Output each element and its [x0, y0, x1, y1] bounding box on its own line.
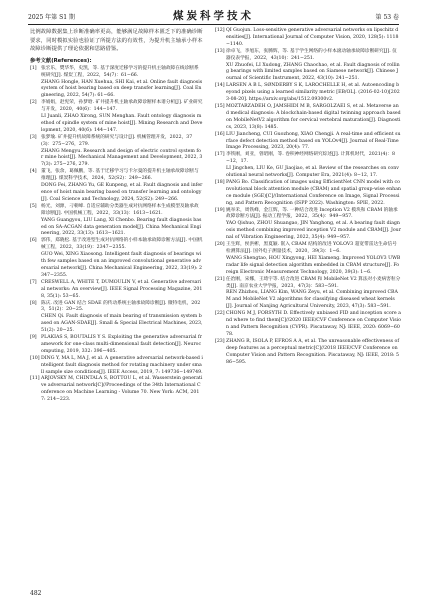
reference-entry [215, 277, 401, 291]
reference-number [30, 114, 41, 135]
reference-number: [23] [215, 338, 225, 344]
reference-entry [215, 104, 401, 132]
reference-entry [215, 83, 401, 104]
reference-entry [30, 218, 203, 239]
reference-entry [215, 28, 401, 49]
reference-text: 董飞，张余，葛佩鹏，等. 基于迁移学习与卡尔曼的提升机主轴承故障诊断与推理[J]. 煤炭科学技术，2024，52(S2)：249−266. [41, 169, 199, 182]
reference-number: [22] [215, 311, 225, 317]
reference-entry [30, 238, 203, 252]
reference-number: [7] [30, 279, 37, 285]
left-column [30, 28, 203, 404]
reference-text: DING Y, MA L, MA J, et al. A generative adversarial network-based intelligent fault diagnosis method for rotating machinery under small sample size conditions[J]. IEEE Access, 2019, 7: 149736−149749. [41, 355, 203, 375]
issue-label: 2025 年第 S1 期 [28, 14, 75, 21]
reference-text: 徐卓飞，李旭东，张腾辉，等. 基于学生网络的小样本滚动轴承故障诊断研究[J]. 仪器仪表学报，2022，43(10)：241−251. [226, 48, 397, 61]
reference-text: 王生辉，侯洪彬，黑夏颖. 嵌入 CBAM 结构的改进 YOLOV3 超宽带雷达生命信号检测算法[J]. 国外电子测量技术，2020，39(3)：1−6. [226, 242, 397, 254]
reference-text: LI Juanli, ZHAO Xirong, SUN Menghan. Fault ontology diagnosis method of spindle system of mine hoist[J]. Mining Research and Development, 2020, 40(6): 144−147. [41, 114, 203, 133]
reference-entry [30, 169, 203, 183]
reference-entry [30, 183, 203, 204]
reference-number [30, 183, 41, 204]
reference-text: PANG Bo. Classification of images using EfficientNet CNN model with convolutional block attention module (CBAM) and spatial group-wise enhance module (SGE)[C]//International Conference on Image, Signal Processing, and Pattern Recognition (ISPP 2022). Washington: SPIE, 2022. [226, 179, 401, 206]
reference-text: CHONG M J, FORSYTH D. Effectively unbiased FID and inception score and where to find them[C]//2020 IEEE/CVF Conference on Computer Vision and Pattern Recognition (CVPR). Piscataway, NJ: IEEE, 2020: 6069−6078. [226, 311, 401, 337]
reference-text: LI Jingchen, LIU Ke, GU Jiaojiao, et al. Review of the researches on convolutional neural networks[J]. Computer Era, 2021(4): 8−12, 17. [226, 166, 399, 179]
reference-entry [30, 114, 203, 135]
reference-entry [30, 376, 203, 404]
reference-entry [215, 49, 401, 63]
reference-number: [20] [215, 242, 225, 248]
reference-text: 张梦瑜. 矿井提升机故障系统的研究与设计[J]. 机械管理开发，2022，37(3)：275−276，279. [41, 134, 193, 147]
reference-text: 姚举禾，周铁峰，金江辉，等. 一种结合改进 Inception V2 模块和 CBAM 的轴承故障诊断方法[J]. 振动工程学报，2022，35(4)：949−957. [226, 207, 398, 220]
reference-text: YANG Guangyou, LIU Lang, XI Chenbo. Bearing fault diagnosis based on SA-ACGAN data generation model[J]. China Mechanical Engineering, 2022, 33(13): 1613−1621. [41, 217, 202, 237]
reference-number: [17] [215, 152, 225, 158]
reference-entry [30, 335, 203, 356]
reference-text: GUO Wei, XING Xiaosong. Intelligent fault diagnosis of bearings with few samples based on an improved convolutional generative adversarial network[J]. China Mechanical Engineering, 2022, 33(19): 2347−2355. [41, 252, 202, 278]
reference-entry [30, 80, 203, 101]
reference-list-left [30, 66, 203, 404]
reference-text: WANG Shengtao, HOU Xingyong, HEI Xiameng. Improved YOLOV3 UWB radar life signal detection algorithm embedded in CBAM structure[J]. Foreign Electronic Measurement Technology, 2020, 39(3): 1−6. [226, 255, 401, 275]
reference-text: YAO Qishuo, ZHOU Shuangao, JIN Yanghong, et al. A bearing fault diagnosis method combining improved inception V2 module and CBAM[J]. Journal of Vibration Engineering, 2022, 35(4): 949−957. [226, 221, 401, 241]
reference-entry [215, 208, 401, 222]
reference-number [30, 80, 41, 101]
reference-number [215, 63, 226, 84]
reference-number: [15] [215, 103, 225, 109]
reference-entry [30, 252, 203, 280]
reference-entry [30, 66, 203, 80]
reference-entry [215, 152, 401, 166]
reference-entry [30, 280, 203, 301]
reference-entry [30, 204, 203, 218]
reference-text: 陈庆. 改进 GAN 结合 SDAE 的传动系统主轴承故障诊断[J]. 微特电机，2023，51(2)：20−25. [41, 300, 201, 313]
reference-number: [1] [30, 65, 37, 71]
reference-number [215, 221, 226, 242]
reference-text: DONG Fei, ZHANG Yu, GE Kunpeng, et al. Fault diagnosis and inference of hoist main bearing based on transfer learning and ontology[J]. Coal Science and Technology, 2024, 52(S2): 249−266. [41, 183, 203, 202]
reference-number [30, 149, 41, 170]
reference-entry [215, 63, 401, 84]
reference-number: [13] [215, 48, 225, 54]
reference-number: [11] [30, 376, 40, 382]
reference-number: [4] [30, 169, 37, 175]
reference-text: XU Zhuofei, LI Xudong, ZHANG Chaochao, et al. Fault diagnosis of rolling bearings with limited samples based on Siamese network[J]. Chinese Journal of Scientific Instrument, 2022, 43(10): 241−251. [226, 62, 400, 82]
reference-number [215, 256, 226, 277]
volume-label: 第 53 卷 [375, 14, 399, 21]
reference-text: 李铁刚，刘亚，曾昭刚，等. 卷积神经网络研究综述[J]. 计算机时代，2021(4)：8−12，17. [226, 152, 395, 165]
reference-text: 任治刚，宋娜，王琦宇等. 结合改进 CBAM 和 MobileNet V2 算法对小麦病害粒分类[J]. 南京农业大学学报，2023，47(3)：583−591. [226, 276, 401, 289]
reference-entry [30, 135, 203, 149]
reference-number [30, 314, 41, 335]
reference-list-right [215, 28, 401, 366]
reference-entry [30, 149, 203, 170]
reference-entry [215, 290, 401, 311]
page-number: 482 [30, 590, 42, 597]
reference-number [30, 252, 41, 280]
reference-number [215, 290, 226, 311]
reference-text: ZHANG Hongle, HAN Xuehua, SHI Kai, et al. Online fault diagnosis system of hoist bearing based on deep transfer learning[J]. Coal Engineering, 2022, 54(7): 61−66. [41, 79, 203, 99]
reference-entry [30, 356, 203, 377]
reference-number: [10] [30, 355, 40, 361]
reference-text: ZHANG Mengyu. Research and design of electric control system for mine hoist[J]. Mechanical Management and Development, 2022, 37(3): 275−276, 279. [41, 148, 203, 168]
reference-text: CHEN Qi. Fault diagnosis of main bearing of transmission system based on AGAN-SDAE[J]. Small & Special Electrical Machines, 2023, 51(2): 20−25. [41, 314, 203, 334]
reference-text: 杨光，刘源，刁朝峰. 自适应辅助分类器生成对抗网络样本生成模型及轴承故障诊断[J]. 中国机械工程，2022，33(13)：1613−1621. [41, 203, 199, 216]
reference-entry [30, 314, 203, 335]
running-header [28, 8, 399, 22]
reference-entry [215, 180, 401, 208]
reference-text: CRESWELL A, WHITE T, DUMOULIN V, et al. Generative adversarial networks: An overview[J]. IEEE Signal Processing Magazine, 2018, 35(1): 53−65. [41, 279, 203, 299]
reference-text: 张宏乐，樊华华，史凯，等. 基于深度迁移学习的提升机主轴故障在线诊断系统研究[J]. 煤炭工程，2022，54(7)：61−66. [41, 65, 199, 78]
reference-entry [30, 301, 203, 315]
references-heading: 参考文献(References): [30, 57, 92, 64]
reference-number: [9] [30, 335, 37, 341]
reference-number: [19] [215, 207, 225, 213]
reference-text: LIU Jiancheng, CUI Guozhong, XIAO Chengji. A real-time and efficient surface defect detection method based on YOLOv4[J]. Journal of Real-Time Image Processing, 2023, 20(4): 77. [226, 131, 401, 151]
reference-number [215, 166, 226, 180]
reference-entry [215, 311, 401, 339]
reference-text: MOZTARZADEH O, JAMSHIDI M B, SARGOLZAEI S, et al. Metaverse and medical diagnosis: A blockchain-based digital twinning approach based on MobileNetV2 algorithm for cervical vertebral maturation[J]. Diagnostics, 2023, 13(8): 1485. [226, 103, 401, 130]
reference-number: [6] [30, 238, 37, 244]
reference-number: [14] [215, 83, 225, 89]
reference-number [30, 218, 41, 239]
reference-number: [3] [30, 134, 37, 140]
reference-text: REN Zhizhou, LIANG Kim, WANG Zeyu, et al. Combining improved CBAM and MobileNet V2 algorithms for classifying diseased wheat kernels[J]. Journal of Nanjing Agricultural University, 2023, 47(3): 583−591. [226, 290, 398, 310]
reference-number: [16] [215, 131, 225, 137]
reference-entry [215, 132, 401, 153]
reference-number: [18] [215, 179, 225, 185]
reference-text: PLAKIAS S, BOUTALIS Y S. Exploiting the generative adversarial framework for one-class multi-dimensional fault detection[J]. Neurocomputing, 2019, 332: 396−405. [41, 335, 202, 354]
reference-number: [21] [215, 276, 225, 282]
reference-number: [2] [30, 100, 37, 106]
reference-text: LARSEN A B L, SØNDERBY S K, LAROCHELLE H, et al. Autoencoding beyond pixels using a learned similarity metric [EB/OL]. (2016-02-10)[2023-08-20]. https://arxiv.org/abs/1512.09300v2. [226, 83, 400, 103]
right-column [215, 28, 401, 366]
reference-text: QI Guojun. Loss-sensitive generative adversarial networks on lipschitz densities[J]. International Journal of Computer Vision, 2020, 128(5): 1118−1140. [226, 28, 399, 47]
body-paragraph: 比例故障数据集上诊断准确率更高，能够满足故障样本匮乏下的准确诊断要求，同时模拟实验也验证了所提方法的有效性，为提升机主轴承小样本故障诊断提供了理论依据和思路借鉴。 [30, 29, 203, 53]
reference-entry [215, 256, 401, 277]
reference-number: [8] [30, 300, 37, 306]
journal-title: 煤炭科学技术 [173, 10, 254, 22]
reference-number: [12] [215, 28, 225, 33]
reference-entry [215, 221, 401, 242]
reference-number: [5] [30, 203, 37, 209]
reference-entry [30, 100, 203, 114]
reference-text: ARJOVSKY M, CHINTALA S, BOTTOU L, et al. Wasserstein generative adversarial network[C]//Proceedings of the 34th International Conference on Machine Learning - Volume 70. New York: ACM, 2017: 214−223. [41, 376, 203, 403]
reference-entry [215, 339, 401, 367]
header-rule [28, 24, 399, 25]
reference-text: ZHANG R, ISOLA P, EFROS A A, et al. The unreasonable effectiveness of deep features as a perceptual metric[C]//2018 IEEE/CVF Conference on Computer Vision and Pattern Recognition. Piscataway, NJ: IEEE, 2018: 586−595. [226, 338, 400, 365]
reference-entry [215, 166, 401, 180]
reference-entry [215, 242, 401, 256]
reference-text: 李娟娟，赵宪荣，孙梦晗. 矿井提升机主轴承故障诊断样本谱分析[J]. 矿业研究与开发，2020，40(6)：144−147. [41, 100, 203, 113]
reference-text: 郭伟，郑晓松. 基于改进型生成对抗网络的小样本轴承故障诊断方法[J]. 中国机械工程，2022，33(19)：2347−2355. [41, 238, 203, 251]
